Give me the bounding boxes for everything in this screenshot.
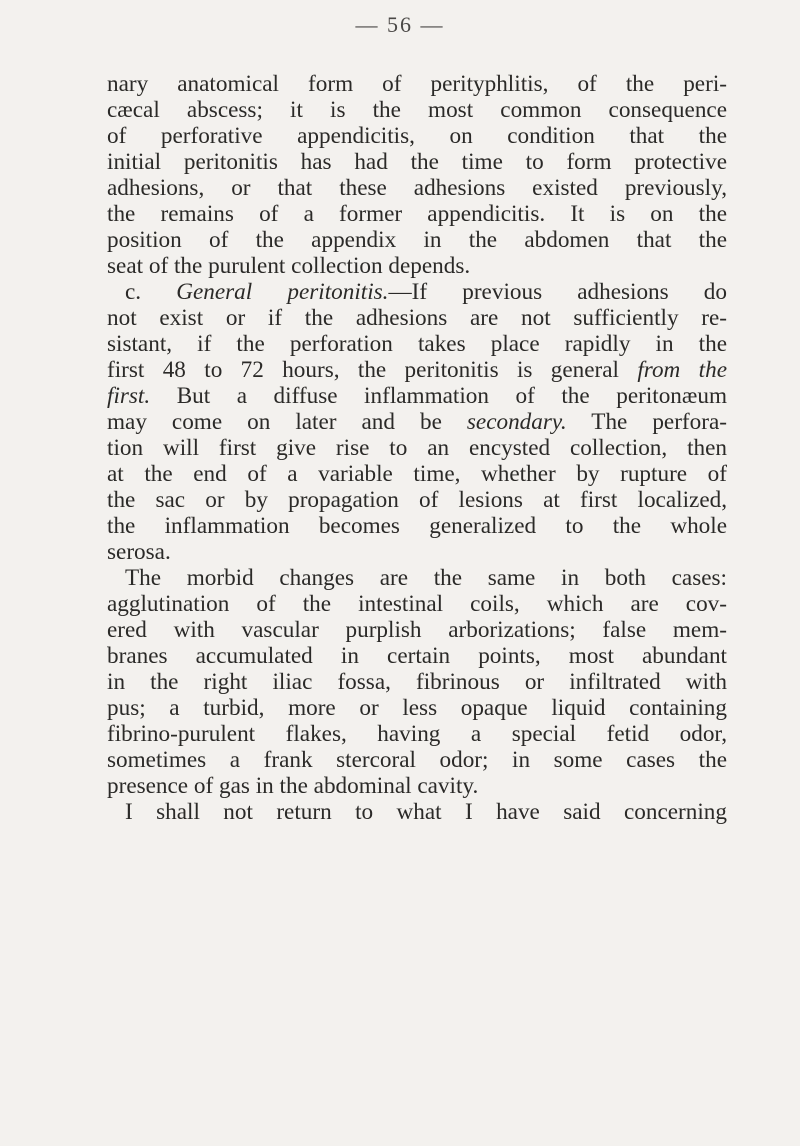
text-line: ered with vascular purplish arborizations; false mem- [107,617,727,643]
text-line: pus; a turbid, more or less opaque liquid containing [107,695,727,721]
text-line: fibrino-purulent flakes, having a special fetid odor, [107,721,727,747]
text-line: sistant, if the perforation takes place rapidly in the [107,331,727,357]
text-line: serosa. [107,539,171,565]
text-line: The morbid changes are the same in both cases: [125,565,727,591]
text-line: sometimes a frank stercoral odor; in some cases the [107,747,727,773]
text-line: I shall not return to what I have said concerning [125,799,727,825]
page-number: — 56 — [355,12,445,37]
text-line: the sac or by propagation of lesions at first localized, [107,487,727,513]
text-line: first. But a diffuse inflammation of the peritonæum [107,383,727,409]
section-heading-line: c. General peritonitis.—If previous adhesions do [125,279,727,305]
text-line: cæcal abscess; it is the most common consequence [107,97,727,123]
text-line: the inflammation becomes generalized to the whole [107,513,727,539]
text-line: initial peritonitis has had the time to form protective [107,149,727,175]
text-line: at the end of a variable time, whether by rupture of [107,461,727,487]
text-line: seat of the purulent collection depends. [107,253,471,279]
text-line: agglutination of the intestinal coils, which are cov- [107,591,727,617]
text-line: nary anatomical form of perityphlitis, of the peri- [107,71,727,97]
text-line: tion will first give rise to an encysted collection, then [107,435,727,461]
text-line: adhesions, or that these adhesions existed previously, [107,175,727,201]
text-line: the remains of a former appendicitis. It is on the [107,201,727,227]
text-line: in the right iliac fossa, fibrinous or infiltrated with [107,669,727,695]
text-line: of perforative appendicitis, on condition that the [107,123,727,149]
text-line: may come on later and be secondary. The perfora- [107,409,727,435]
text-line: first 48 to 72 hours, the peritonitis is general from the [107,357,727,383]
text-line: presence of gas in the abdominal cavity. [107,773,479,799]
text-line: branes accumulated in certain points, most abundant [107,643,727,669]
text-line: position of the appendix in the abdomen that the [107,227,727,253]
text-line: not exist or if the adhesions are not sufficiently re- [107,305,727,331]
section-title: General peritonitis. [176,279,389,305]
